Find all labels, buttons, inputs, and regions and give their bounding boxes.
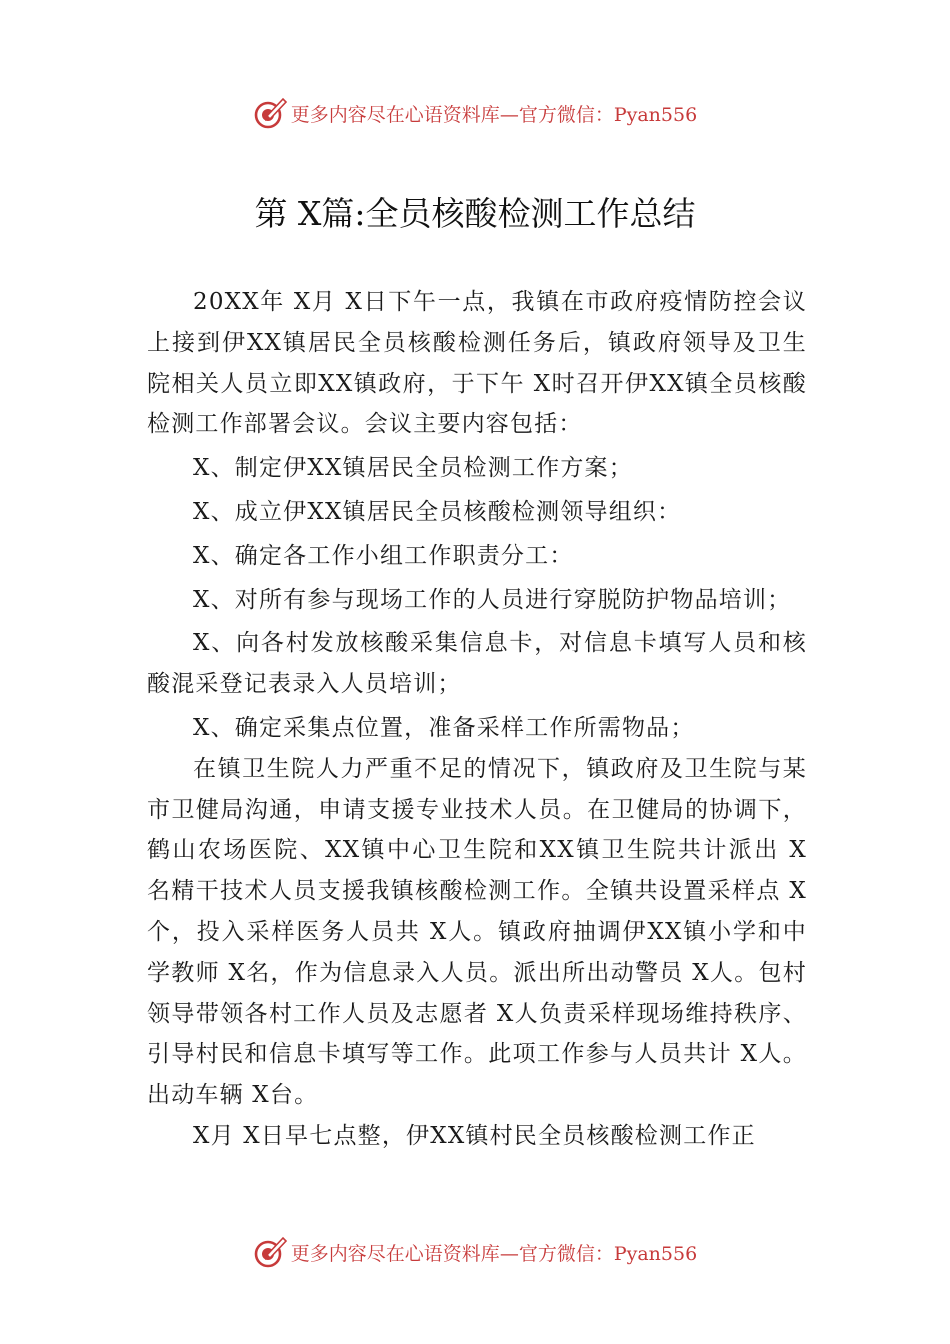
list-item: X、对所有参与现场工作的人员进行穿脱防护物品培训；: [193, 586, 792, 613]
paragraph-staffing: 在镇卫生院人力严重不足的情况下，镇政府及卫生院与某市卫健局沟通，申请支援专业技术人员。在卫健局的协调下，鹤山农场医院、XX镇中心卫生院和XX镇卫生院共计派出 X 名精干技术人员支援我镇核酸检测工作。全镇共设置采样点 X个，投入采样医务人员共 X人。镇政府抽调伊XX镇小学和中学教师 X名，作为信息录入人员。派出所出动警员 X人。包村领导带领各村工作人员及志愿者 X人负责采样现场维持秩序、引导村民和信息卡填写等工作。此项工作参与人员共计 X人。出动车辆 X台。: [147, 755, 807, 1109]
list-item: X、确定采集点位置，准备采样工作所需物品；: [193, 714, 695, 741]
footer-banner: [0, 1232, 950, 1272]
banner-wechat-label: 官方微信：: [518, 103, 614, 126]
banner-main-text: 更多内容尽在心语资料库: [290, 1242, 500, 1265]
header-banner: [0, 93, 950, 133]
list-item: X、成立伊XX镇居民全员核酸检测领导组织：: [193, 498, 682, 525]
banner-wechat-id: Pyan556: [613, 1242, 698, 1265]
list-item: X、确定各工作小组工作职责分工：: [193, 542, 574, 569]
banner-text: [291, 1239, 697, 1266]
pen-seal-icon: [253, 96, 287, 130]
banner-separator: —: [499, 103, 519, 126]
banner-separator: —: [499, 1242, 519, 1265]
list-item: X、制定伊XX镇居民全员检测工作方案；: [193, 455, 633, 482]
document-body: [147, 282, 807, 1157]
paragraph-intro: 20XX年 X月 X日下午一点，我镇在市政府疫情防控会议上接到伊XX镇居民全员核酸检测任务后，镇政府领导及卫生院相关人员立即XX镇政府，于下午 X时召开伊XX镇全员核酸检测工作部署会议。会议主要内容包括：: [147, 289, 807, 438]
paragraph-start: X月 X日早七点整，伊XX镇村民全员核酸检测工作正: [193, 1122, 756, 1149]
document-title: 第 X篇:全员核酸检测工作总结: [254, 194, 696, 233]
banner-wechat-id: Pyan556: [613, 103, 698, 126]
banner-text: [291, 100, 697, 127]
banner-wechat-label: 官方微信：: [518, 1242, 614, 1265]
list-item: X、向各村发放核酸采集信息卡，对信息卡填写人员和核酸混采登记表录入人员培训；: [147, 630, 807, 698]
banner-main-text: 更多内容尽在心语资料库: [290, 103, 500, 126]
pen-seal-icon: [253, 1235, 287, 1269]
